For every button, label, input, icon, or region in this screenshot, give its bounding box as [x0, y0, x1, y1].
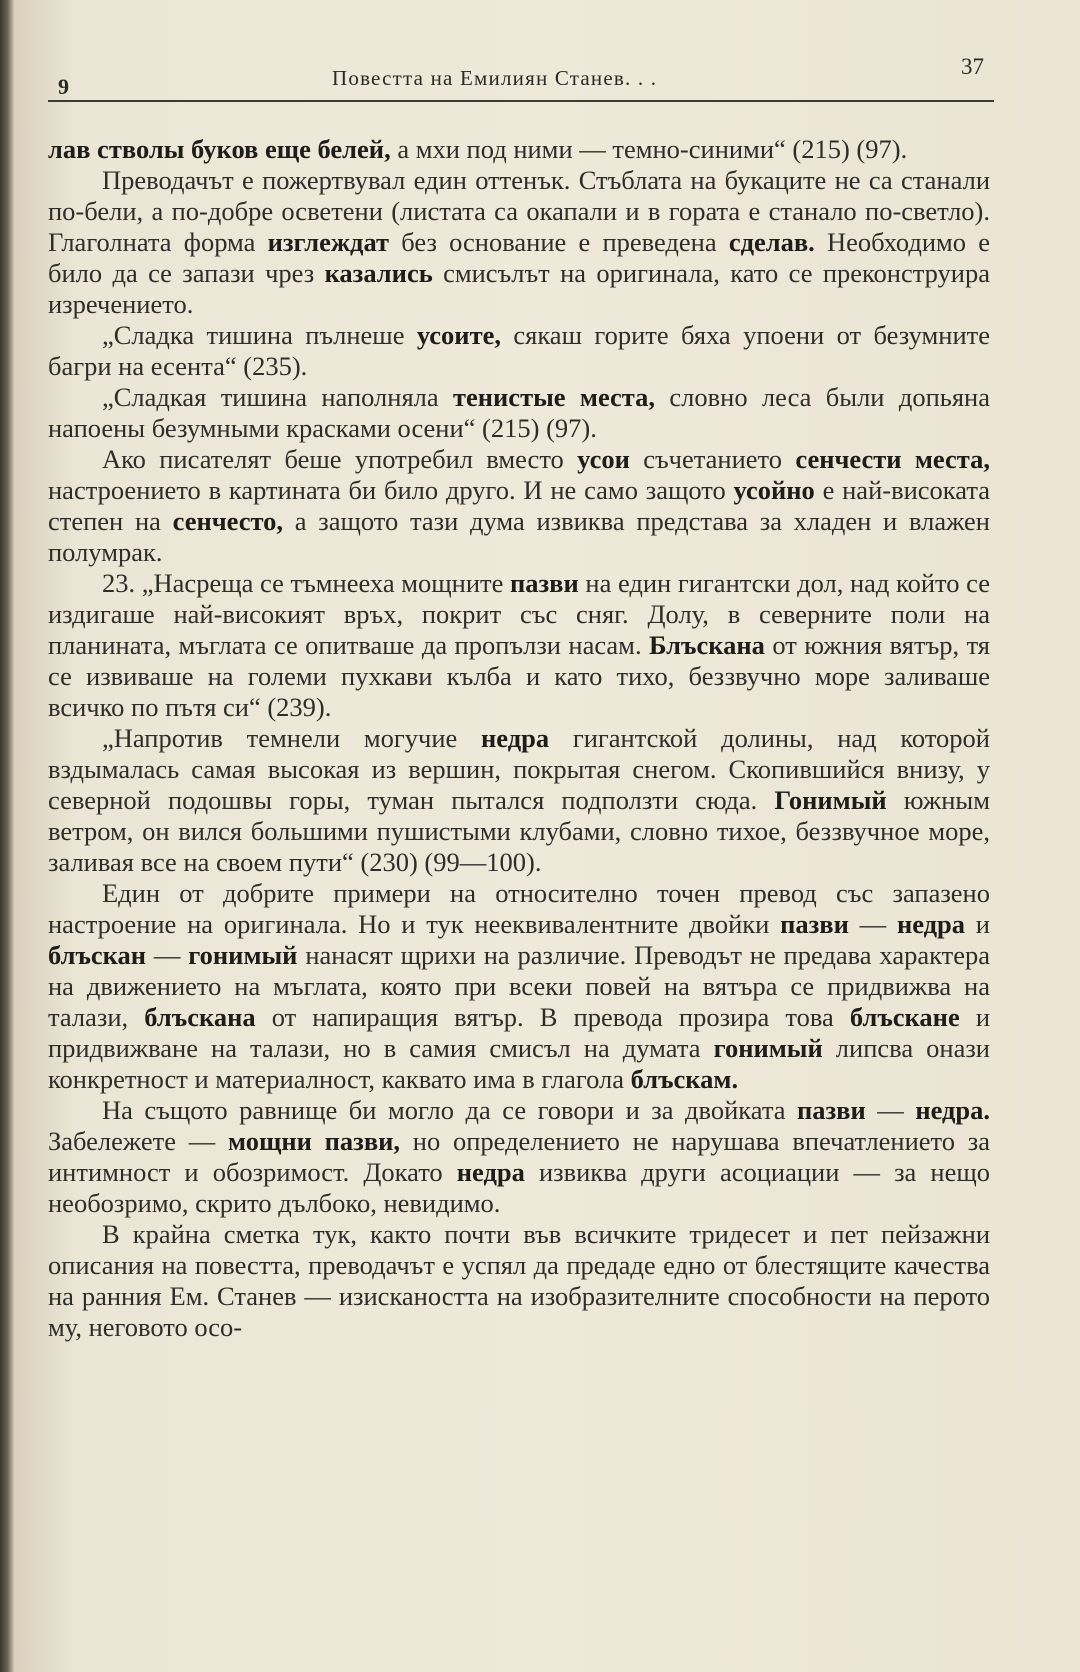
emphasized-term: казались [324, 258, 433, 288]
text-run: „Сладкая тишина наполняла [102, 382, 453, 412]
text-run: южным ветром, он вился большими пушистыми клубами, словно тихое, беззвучное море, заливая все на своем пути“ (230) (99—100). [48, 785, 990, 877]
paragraph [48, 1095, 990, 1219]
emphasized-term: изглеждат [267, 227, 390, 257]
text-run: на един гигантски дол, над който се издигаше най-високият връх, покрит със сняг. Долу, в северните поли на планината, мъглата се опитваше да пропълзи насам. [48, 568, 990, 660]
text-run: „Сладка тишина пълнеше [102, 320, 417, 350]
emphasized-term: сделав. [728, 227, 815, 257]
emphasized-term: пазви [780, 909, 849, 939]
text-run: смисълът на оригинала, като се преконструира изречението. [48, 258, 990, 319]
paragraph [48, 444, 990, 568]
text-run: и [965, 909, 990, 939]
emphasized-term: мощни [228, 1126, 312, 1156]
paragraph [48, 878, 990, 1095]
emphasized-term: гонимый [713, 1033, 823, 1063]
emphasized-term: пазви, [324, 1126, 401, 1156]
text-run: гигантской долины, над которой вздымалась самая высокая из вершин, покрытая снегом. Скопившийся внизу, у северной подошвы горы, туман пытался подползти сюда. [48, 723, 990, 815]
paragraph [48, 723, 990, 878]
text-run: и придвижване на талази, но в самия смисъл на думата [48, 1002, 991, 1063]
page-header [48, 52, 994, 104]
text-run: В крайна сметка тук, както почти във всичките тридесет и пет пейзажни описания на повестта, преводачът е успял да предаде едно от блестящите качества на ранния Ем. Станев — изискаността на изобразителните способности на перото му, неговото осо- [48, 1219, 990, 1342]
text-run: но определението не нарушава впечатлението за интимност и обозримост. Докато [48, 1126, 991, 1187]
emphasized-term: усои [577, 444, 630, 474]
emphasized-term: усойно [733, 475, 815, 505]
signature-mark: 9 [58, 74, 69, 99]
text-run: от напиращия вятър. В превода прозира това [255, 1002, 850, 1032]
paragraph [48, 320, 990, 382]
text-run: Преводачът е пожертвувал един оттенък. Стъблата на букаците не са станали по-бели, а по-добре осветени (листата са окапали и в гората е станало по-светло). Глаголната форма [48, 165, 990, 257]
text-run: На същото равнище би могло да се говори и за двойката [102, 1095, 798, 1125]
text-run: Необходимо е било да се запази чрез [48, 227, 990, 288]
text-run: без основание е преведена [389, 227, 729, 257]
header-rule [48, 100, 994, 102]
text-run: извиква други асоциации — за нещо необозримо, скрито дълбоко, невидимо. [48, 1157, 991, 1218]
text-run: липсва онази конкретност и материалност, каквато има в глагола [48, 1033, 990, 1094]
text-run: настроението в картината би било друго. И не само защото [48, 475, 734, 505]
text-run: Ако писателят беше употребил вместо [102, 444, 578, 474]
page-number: 37 [961, 54, 984, 79]
emphasized-term: блъскане [849, 1002, 960, 1032]
emphasized-term: пазви [797, 1095, 866, 1125]
text-run: а защото тази дума извиква представа за хладен и влажен полумрак. [48, 506, 990, 567]
emphasized-term: сенчести места, [795, 444, 990, 474]
text-run: Един от добрите примери на относително точен превод със запазено настроение на оригинала. Но и тук нееквивалентните двойки [48, 878, 990, 939]
text-run: Забележете — [48, 1126, 229, 1156]
book-spine-shadow [0, 0, 14, 1672]
emphasized-term: недра [896, 909, 966, 939]
text-run: словно леса были допьяна напоены безумными красками осени“ (215) (97). [48, 382, 990, 443]
emphasized-term: блъскана [144, 1002, 256, 1032]
text-run: 23. „Насреща се тъмнееха мощните [102, 568, 510, 598]
emphasized-term: тенистые места, [452, 382, 656, 412]
text-run: — [865, 1095, 916, 1125]
emphasized-term: сенчесто, [172, 506, 284, 536]
text-run: — [146, 940, 189, 970]
text-run: е най-високата степен на [48, 475, 990, 536]
emphasized-term: недра [481, 723, 550, 753]
text-run: сякаш горите бяха упоени от безумните багри на есента“ (235). [48, 320, 990, 381]
emphasized-term: блъскан [48, 940, 147, 970]
emphasized-term: лав стволы буков еще белей, [48, 134, 391, 164]
text-run [312, 1126, 325, 1156]
paragraph [48, 134, 990, 165]
text-run: „Напротив темнели могучие [102, 723, 482, 753]
text-run: нанасят щрихи на различие. Преводът не предава характера на движението на мъглата, която при всеки повей на вятъра се придвижва на талази, [48, 940, 990, 1032]
emphasized-term: пазви [510, 568, 579, 598]
paragraph [48, 382, 990, 444]
paragraph [48, 1219, 990, 1343]
emphasized-term: недра. [915, 1095, 991, 1125]
text-run: а мхи под ними — темно-синими“ (215) (97). [390, 134, 908, 164]
text-run: от южния вятър, тя се извиваше на големи пухкави кълба и като тихо, беззвучно море заливаше всичко по пътя си“ (239). [48, 630, 990, 722]
paragraph [48, 568, 990, 723]
emphasized-term: Блъскана [649, 630, 765, 660]
text-run: съчетанието [629, 444, 796, 474]
running-title: Повестта на Емилиян Станев. . . [332, 66, 658, 90]
emphasized-term: усоите, [416, 320, 501, 350]
emphasized-term: Гонимый [774, 785, 887, 815]
emphasized-term: гонимый [188, 940, 298, 970]
paragraph [48, 165, 990, 320]
emphasized-term: недра [456, 1157, 525, 1187]
text-run: — [848, 909, 897, 939]
body-text [48, 134, 990, 1343]
emphasized-term: блъскам. [630, 1064, 739, 1094]
